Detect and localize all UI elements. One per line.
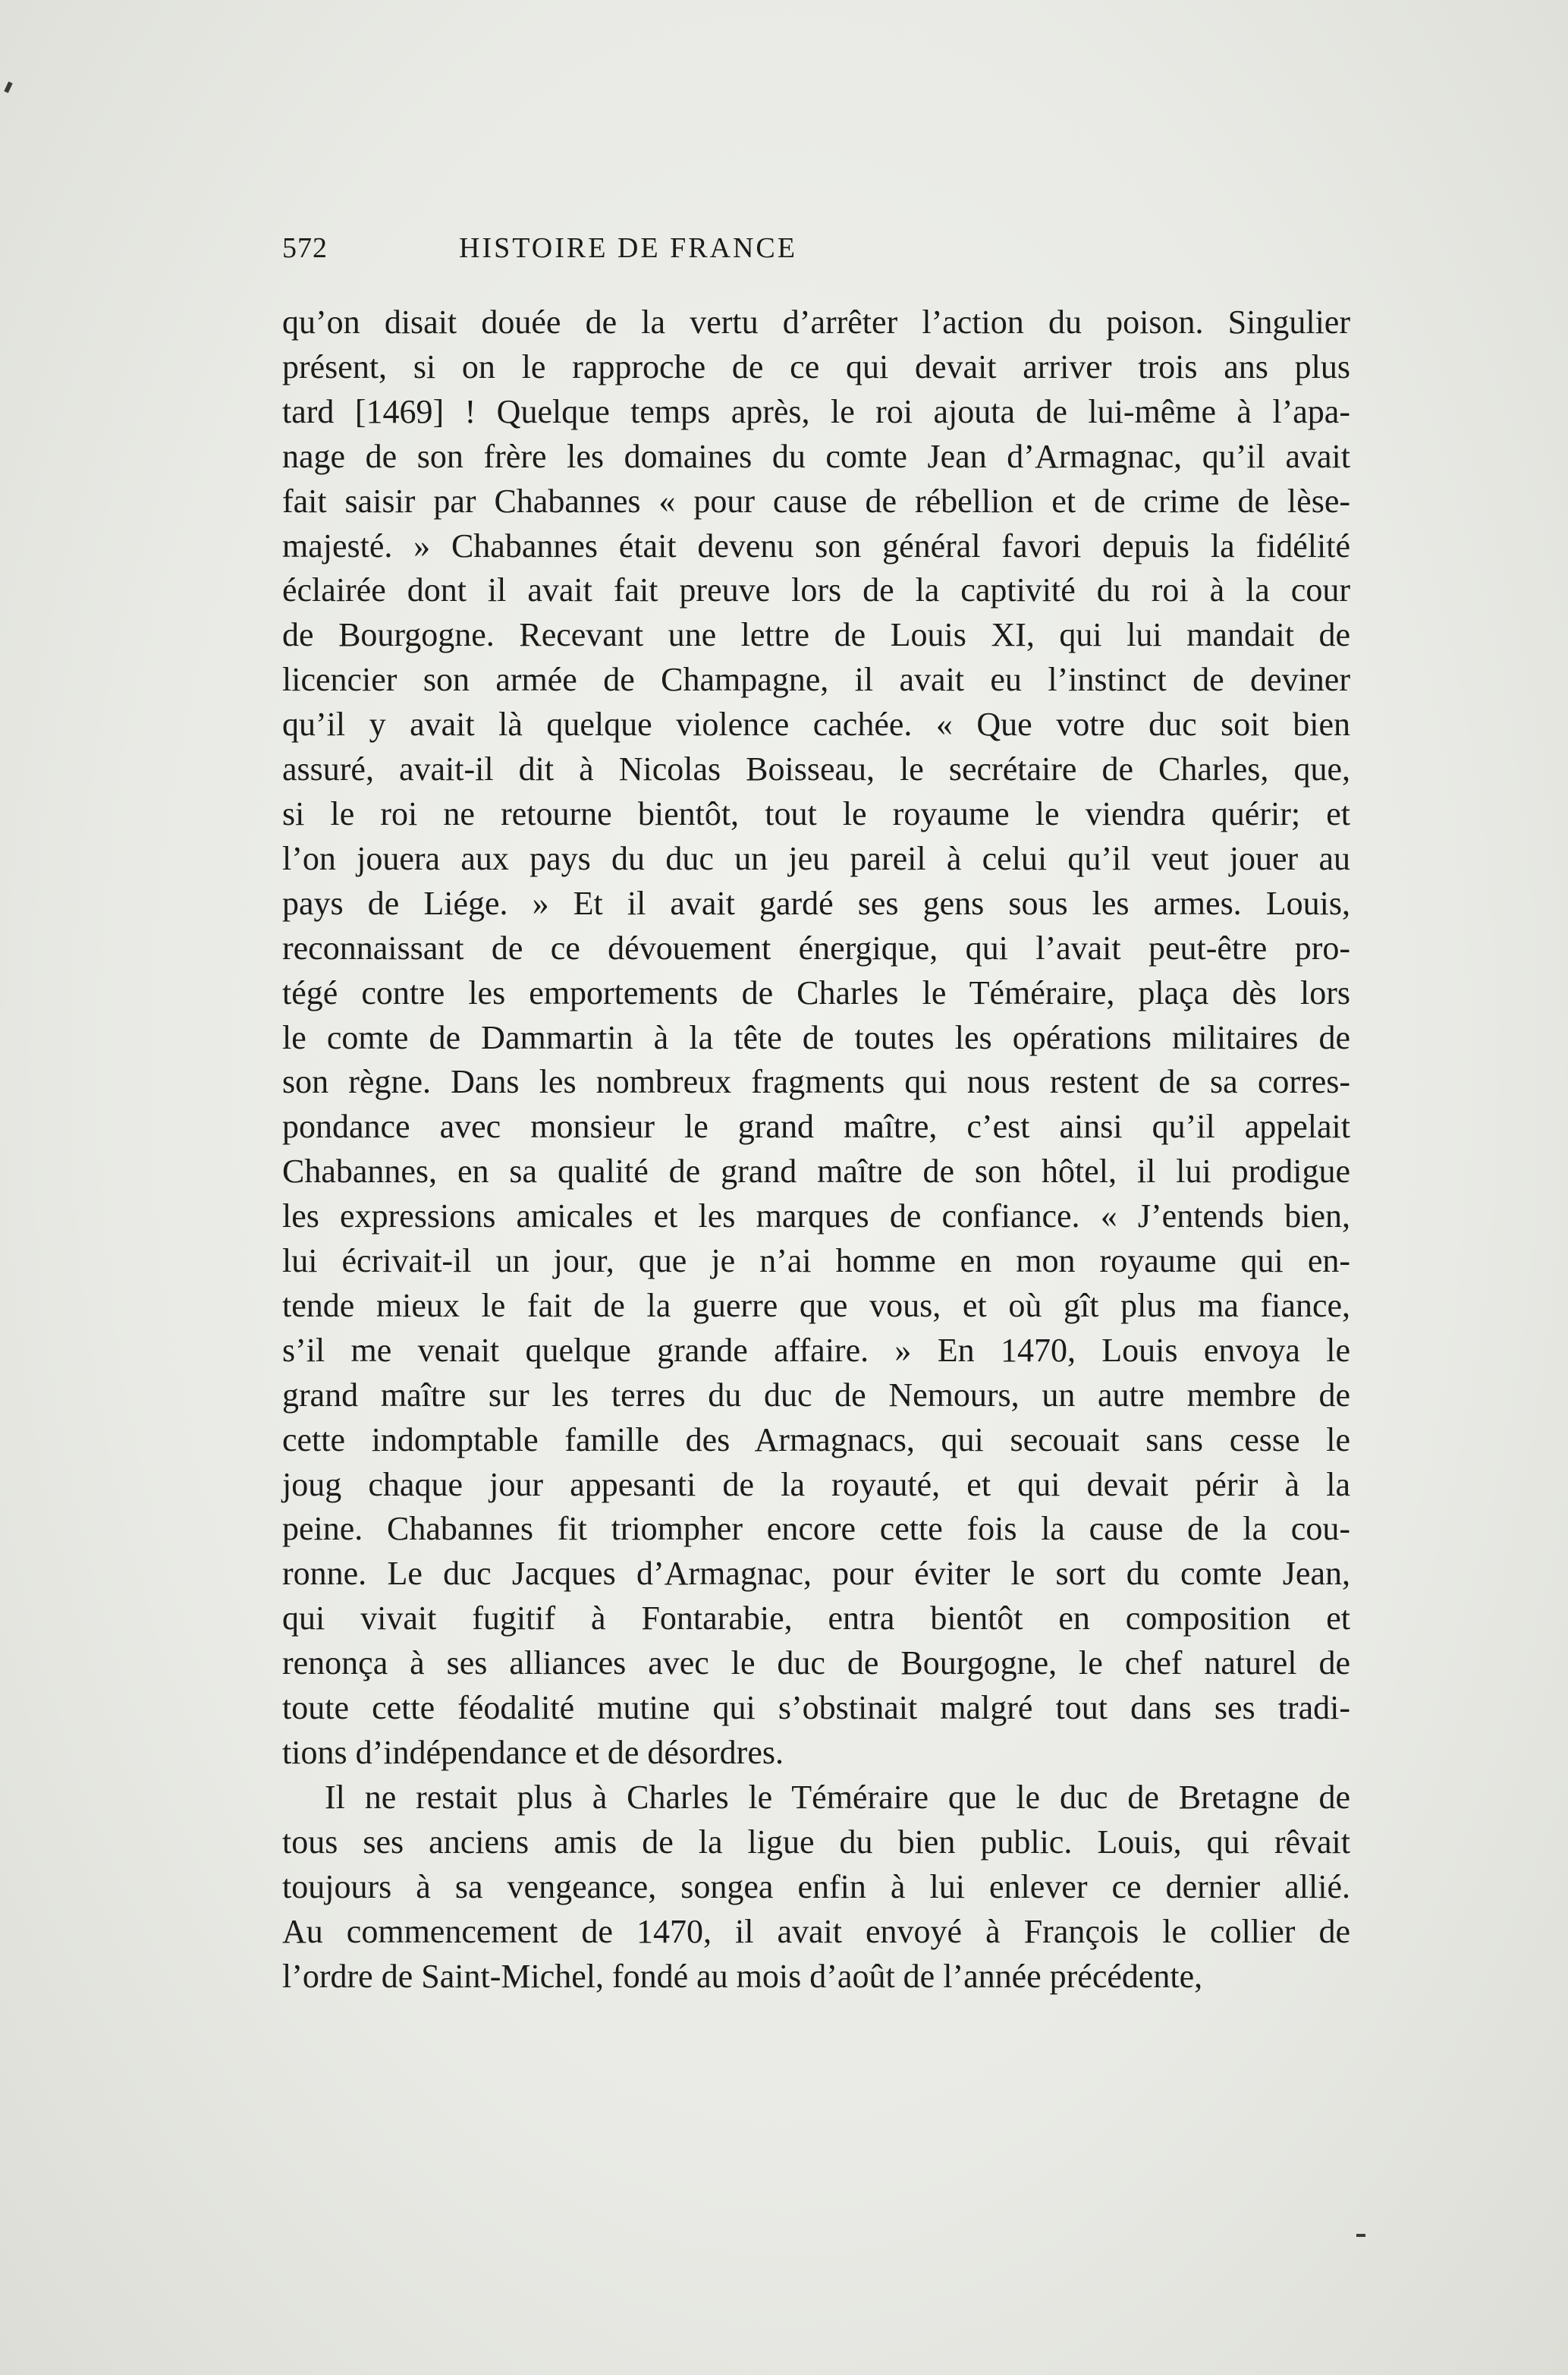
text-line: éclairée dont il avait fait preuve lors de la captivité du roi à la cour (282, 571, 1350, 609)
text-line: l’on jouera aux pays du duc un jeu pareil à celui qu’il veut jouer au (282, 839, 1350, 877)
text-line: présent, si on le rapproche de ce qui devait arriver trois ans plus (282, 348, 1350, 385)
text-line: joug chaque jour appesanti de la royauté, et qui devait périr à la (282, 1465, 1350, 1503)
text-line: fait saisir par Chabannes « pour cause de rébellion et de crime de lèse- (282, 482, 1350, 520)
text-line: toute cette féodalité mutine qui s’obstinait malgré tout dans ses tradi- (282, 1689, 1350, 1727)
body-text (282, 300, 1350, 1999)
text-line: pondance avec monsieur le grand maître, c’est ainsi qu’il appelait (282, 1108, 1350, 1146)
text-line: renonça à ses alliances avec le duc de Bourgogne, le chef naturel de (282, 1644, 1350, 1682)
text-line: toujours à sa vengeance, songea enfin à lui enlever ce dernier allié. (282, 1867, 1350, 1905)
text-line: les expressions amicales et les marques de confiance. « J’entends bien, (282, 1197, 1350, 1235)
text-line: Au commencement de 1470, il avait envoyé à François le collier de (282, 1912, 1350, 1950)
running-title: HISTOIRE DE FRANCE (459, 232, 797, 264)
page-number: 572 (282, 232, 328, 264)
text-line: tions d’indépendance et de désordres. (282, 1734, 784, 1771)
text-line: reconnaissant de ce dévouement énergique, qui l’avait peut-être pro- (282, 929, 1350, 967)
text-line: le comte de Dammartin à la tête de toutes les opérations militaires de (282, 1018, 1350, 1056)
text-line: de Bourgogne. Recevant une lettre de Louis XI, qui lui mandait de (282, 616, 1350, 654)
page-header (282, 231, 974, 277)
speck-mark (1356, 2234, 1365, 2237)
text-line: Il ne restait plus à Charles le Téméraire que le duc de Bretagne de (325, 1778, 1350, 1816)
text-line: tende mieux le fait de la guerre que vous, et où gît plus ma fiance, (282, 1286, 1350, 1324)
text-line: nage de son frère les domaines du comte Jean d’Armagnac, qu’il avait (282, 437, 1350, 475)
text-line: son règne. Dans les nombreux fragments qui nous restent de sa corres- (282, 1063, 1350, 1101)
text-line: cette indomptable famille des Armagnacs, qui secouait sans cesse le (282, 1420, 1350, 1458)
text-line: si le roi ne retourne bientôt, tout le royaume le viendra quérir; et (282, 794, 1350, 832)
text-line: qu’il y avait là quelque violence cachée. « Que votre duc soit bien (282, 706, 1350, 744)
text-line: tard [1469] ! Quelque temps après, le roi ajouta de lui-même à l’apa- (282, 392, 1350, 430)
paragraph (282, 300, 1350, 1776)
text-line: peine. Chabannes fit triompher encore cette fois la cause de la cou- (282, 1510, 1350, 1548)
text-line: tégé contre les emportements de Charles le Téméraire, plaça dès lors (282, 974, 1350, 1011)
text-line: grand maître sur les terres du duc de Nemours, un autre membre de (282, 1376, 1350, 1414)
text-line: qu’on disait douée de la vertu d’arrêter l’action du poison. Singulier (282, 304, 1350, 341)
text-line: qui vivait fugitif à Fontarabie, entra bientôt en composition et (282, 1600, 1350, 1637)
text-line: assuré, avait-il dit à Nicolas Boisseau, le secrétaire de Charles, que, (282, 750, 1350, 788)
paragraph (282, 1776, 1350, 1999)
text-line: majesté. » Chabannes était devenu son général favori depuis la fidélité (282, 527, 1350, 565)
text-line: lui écrivait-il un jour, que je n’ai homme en mon royaume qui en- (282, 1242, 1350, 1280)
text-line: l’ordre de Saint-Michel, fondé au mois d’août de l’année précédente, (282, 1957, 1203, 1995)
text-line: s’il me venait quelque grande affaire. » En 1470, Louis envoya le (282, 1331, 1350, 1369)
text-line: ronne. Le duc Jacques d’Armagnac, pour éviter le sort du comte Jean, (282, 1555, 1350, 1593)
text-line: tous ses anciens amis de la ligue du bien public. Louis, qui rêvait (282, 1823, 1350, 1861)
text-line: licencier son armée de Champagne, il avait eu l’instinct de deviner (282, 661, 1350, 699)
margin-mark (4, 81, 12, 93)
text-line: pays de Liége. » Et il avait gardé ses gens sous les armes. Louis, (282, 884, 1350, 922)
text-line: Chabannes, en sa qualité de grand maître de son hôtel, il lui prodigue (282, 1153, 1350, 1191)
